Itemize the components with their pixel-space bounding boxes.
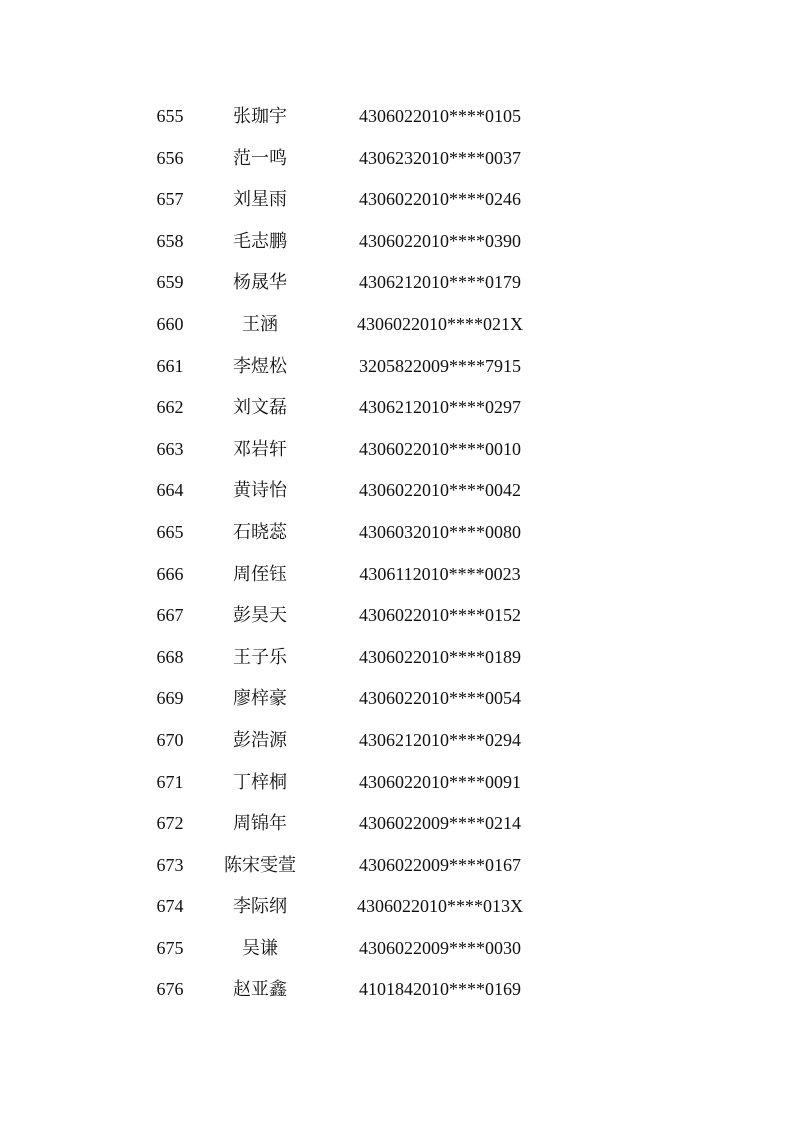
row-number: 672 <box>156 813 184 834</box>
table-row <box>140 512 560 554</box>
student-name: 彭浩源 <box>233 729 287 750</box>
table-row <box>140 429 560 471</box>
row-number: 657 <box>156 189 184 210</box>
row-number: 660 <box>156 313 184 334</box>
table-row <box>140 845 560 887</box>
id-number: 4306112010****0023 <box>359 563 521 584</box>
row-number: 661 <box>156 355 184 376</box>
row-number: 670 <box>156 729 184 750</box>
table-row <box>140 928 560 970</box>
id-number: 4306022010****0010 <box>359 438 521 459</box>
table-row <box>140 470 560 512</box>
student-name: 杨晟华 <box>233 272 287 293</box>
row-number: 663 <box>156 438 184 459</box>
row-number: 676 <box>156 979 184 1000</box>
table-row <box>140 762 560 804</box>
row-number: 669 <box>156 688 184 709</box>
table-row <box>140 179 560 221</box>
student-name: 毛志鹏 <box>233 230 287 251</box>
row-number: 658 <box>156 230 184 251</box>
id-number: 4306022009****0030 <box>359 937 521 958</box>
row-number: 667 <box>156 605 184 626</box>
table-row <box>140 637 560 679</box>
id-number: 4306212010****0297 <box>359 397 521 418</box>
row-number: 675 <box>156 937 184 958</box>
student-name: 周锦年 <box>233 813 287 834</box>
student-name: 刘星雨 <box>233 189 287 210</box>
student-name: 吴谦 <box>242 937 278 958</box>
student-name: 王子乐 <box>233 646 287 667</box>
student-name: 赵亚鑫 <box>233 979 287 1000</box>
table-row <box>140 969 560 1011</box>
student-name: 丁梓桐 <box>233 771 287 792</box>
id-number: 3205822009****7915 <box>359 355 521 376</box>
student-name: 王涵 <box>242 313 278 334</box>
student-name: 李际纲 <box>233 896 287 917</box>
table-row <box>140 554 560 596</box>
id-number: 4306212010****0179 <box>359 272 521 293</box>
student-name: 范一鸣 <box>233 147 287 168</box>
id-number: 4306022010****021X <box>357 313 523 334</box>
table-row <box>140 720 560 762</box>
table-row <box>140 886 560 928</box>
row-number: 668 <box>156 646 184 667</box>
student-name: 廖梓豪 <box>233 688 287 709</box>
id-number: 4306022010****0390 <box>359 230 521 251</box>
id-number: 4306022010****0042 <box>359 480 521 501</box>
student-name: 李煜松 <box>233 355 287 376</box>
id-number: 4306232010****0037 <box>359 147 521 168</box>
id-number: 4306022010****0054 <box>359 688 521 709</box>
row-number: 655 <box>156 106 184 126</box>
id-number: 4306022010****013X <box>357 896 523 917</box>
table-row <box>140 387 560 429</box>
row-number: 665 <box>156 521 184 542</box>
table-row <box>140 138 560 180</box>
id-number: 4306022010****0105 <box>359 106 521 126</box>
id-number: 4306022009****0167 <box>359 854 521 875</box>
id-number: 4306032010****0080 <box>359 521 521 542</box>
table-row <box>140 803 560 845</box>
table-row <box>140 346 560 388</box>
student-name: 黄诗怡 <box>233 480 287 501</box>
student-name: 邓岩轩 <box>233 438 287 459</box>
table-row <box>140 221 560 263</box>
table-row <box>140 262 560 304</box>
row-number: 673 <box>156 854 184 875</box>
row-number: 666 <box>156 563 184 584</box>
table-row <box>140 595 560 637</box>
id-number: 4306022010****0152 <box>359 605 521 626</box>
row-number: 664 <box>156 480 184 501</box>
student-name: 周侄钰 <box>233 563 287 584</box>
student-name: 张珈宇 <box>233 106 287 126</box>
row-number: 656 <box>156 147 184 168</box>
id-number: 4306022010****0246 <box>359 189 521 210</box>
student-name: 刘文磊 <box>233 397 287 418</box>
id-number: 4306022010****0091 <box>359 771 521 792</box>
table-row <box>140 304 560 346</box>
row-number: 659 <box>156 272 184 293</box>
row-number: 671 <box>156 771 184 792</box>
student-name: 彭昊天 <box>233 605 287 626</box>
id-number: 4306022009****0214 <box>359 813 521 834</box>
row-number: 674 <box>156 896 184 917</box>
id-number: 4306212010****0294 <box>359 729 521 750</box>
table-row <box>140 678 560 720</box>
id-number: 4306022010****0189 <box>359 646 521 667</box>
table-row <box>140 96 560 138</box>
student-name: 陈宋雯萱 <box>224 854 296 875</box>
student-list-table <box>140 96 560 1011</box>
id-number: 4101842010****0169 <box>359 979 521 1000</box>
student-name: 石晓蕊 <box>233 521 287 542</box>
row-number: 662 <box>156 397 184 418</box>
